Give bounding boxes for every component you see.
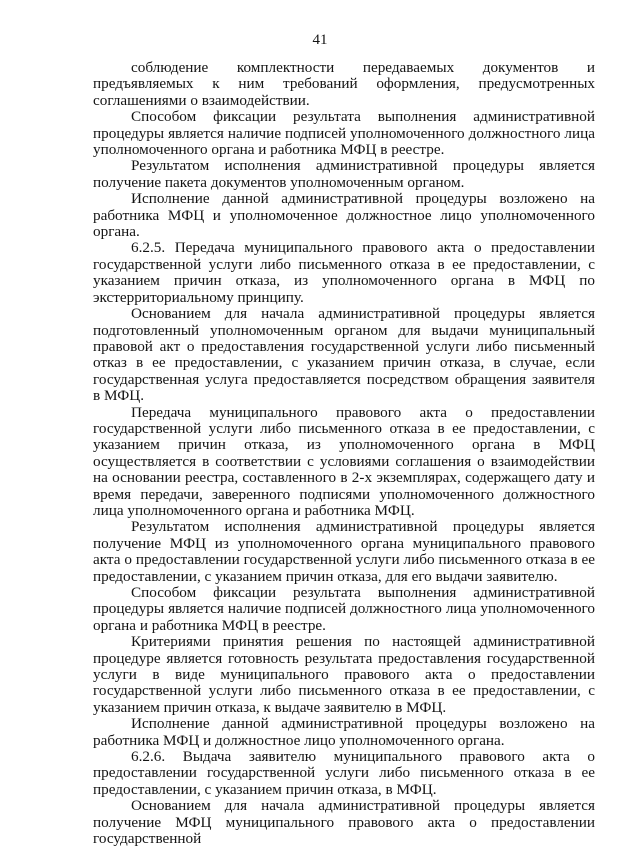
paragraph: Исполнение данной административной процедуры возложено на работника МФЦ и уполномоченное должностное лицо уполномоченного органа.	[93, 190, 595, 241]
document-body	[93, 60, 595, 848]
section-heading-paragraph: 6.2.6. Выдача заявителю муниципального правового акта о предоставлении государственной услуги либо письменного отказа в ее предоставлении, с указанием причин отказа, в МФЦ.	[93, 748, 595, 798]
section-heading-paragraph: 6.2.5. Передача муниципального правового акта о предоставлении государственной услуги либо письменного отказа в ее предоставлении, с указанием причин отказа, из уполномоченного органа в МФЦ по экстерриториальному принципу.	[93, 239, 595, 306]
paragraph: соблюдение комплектности передаваемых документов и предъявляемых к ним требований оформления, предусмотренных соглашениями о взаимодействии.	[93, 59, 595, 109]
page-number: 41	[312, 32, 328, 48]
paragraph: Исполнение данной административной процедуры возложено на работника МФЦ и должностное лицо уполномоченного органа.	[93, 715, 595, 749]
paragraph: Передача муниципального правового акта о предоставлении государственной услуги либо письменного отказа в ее предоставлении, с указанием причин отказа, из уполномоченного органа в МФЦ осуществляется в соответствии с условиями соглашения о взаимодействии на основании реестра, составленного в 2-х экземплярах, содержащего дату и время передачи, заверенного подписями уполномоченного должностного лица уполномоченного органа и работника МФЦ.	[93, 403, 595, 519]
paragraph: Способом фиксации результата выполнения административной процедуры является наличие подписей уполномоченного должностного лица уполномоченного органа и работника МФЦ в реестре.	[93, 108, 595, 159]
paragraph: Результатом исполнения административной процедуры является получение пакета документов уполномоченным органом.	[93, 157, 595, 191]
paragraph: Основанием для начала административной процедуры является получение МФЦ муниципального правового акта о предоставлении государственной	[93, 797, 595, 848]
paragraph: Способом фиксации результата выполнения административной процедуры является наличие подписей должностного лица уполномоченного органа и работника МФЦ в реестре.	[93, 584, 595, 634]
paragraph: Результатом исполнения административной процедуры является получение МФЦ из уполномоченного органа муниципального правового акта о предоставлении государственной услуги либо письменного отказа в ее предоставлении, с указанием причин отказа, для его выдачи заявителю.	[93, 518, 595, 585]
paragraph: Основанием для начала административной процедуры является подготовленный уполномоченным органом для выдачи муниципальный правовой акт о предоставления государственной услуги либо письменный отказ в ее предоставлении, с указанием причин отказа, в случае, если государственная услуга предоставляется посредством обращения заявителя в МФЦ.	[93, 305, 595, 405]
paragraph: Критериями принятия решения по настоящей административной процедуре является готовность результата предоставления государственной услуги в виде муниципального правового акта о предоставлении государственной услуги либо письменного отказа в ее предоставлении, с указанием причин отказа, к выдаче заявителю в МФЦ.	[93, 633, 595, 716]
